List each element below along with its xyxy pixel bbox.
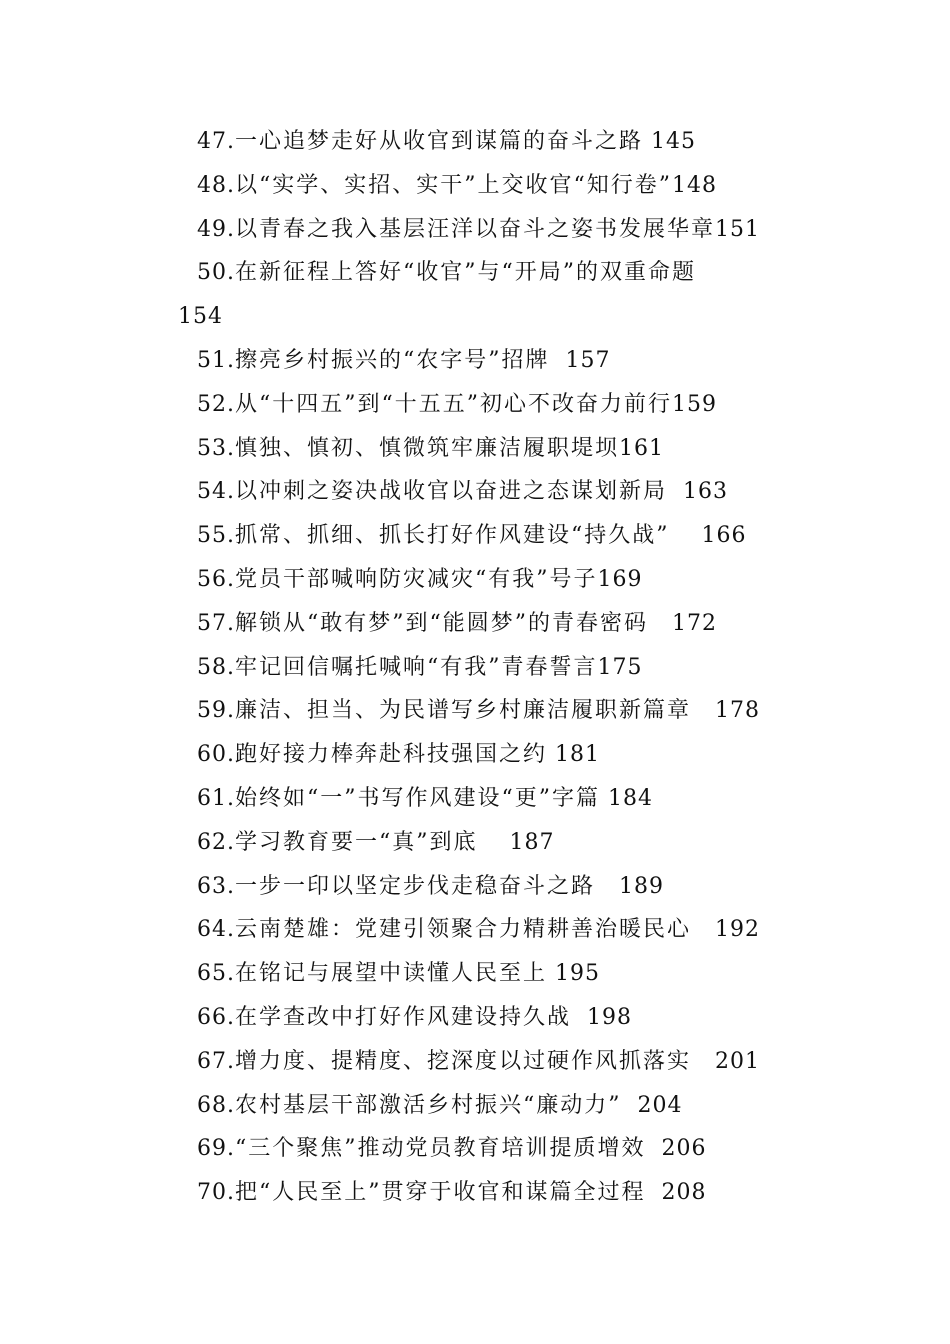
entry-page-number: 206 <box>645 1136 707 1162</box>
entry-title: 始终如“一”书写作风建设“更”字篇 <box>235 785 600 811</box>
entry-number: 61. <box>197 785 235 811</box>
entry-number: 63. <box>197 873 235 899</box>
entry-page-number: 192 <box>691 917 760 943</box>
toc-entry <box>178 470 818 514</box>
entry-title: 党员干部喊响防灾减灾“有我”号子 <box>235 566 598 592</box>
entry-number: 51. <box>197 347 235 373</box>
entry-title: 廉洁、担当、为民谱写乡村廉洁履职新篇章 <box>235 698 692 724</box>
entry-page-number: 184 <box>600 785 653 811</box>
entry-title: 在学查改中打好作风建设持久战 <box>235 1004 572 1030</box>
entry-page-number: 151 <box>715 216 761 242</box>
toc-entry <box>178 251 818 295</box>
toc-entry <box>178 1084 818 1128</box>
entry-page-number: 175 <box>597 654 643 680</box>
entry-title: 学习教育要一“真”到底 <box>235 829 478 855</box>
entry-number: 70. <box>197 1180 235 1206</box>
entry-page-number: 145 <box>643 129 696 154</box>
entry-page-number: 154 <box>178 304 223 330</box>
entry-page-number: 181 <box>547 742 600 768</box>
entry-number: 49. <box>197 216 235 242</box>
entry-number: 58. <box>197 654 235 680</box>
entry-page-number: 198 <box>571 1004 632 1030</box>
entry-title: 以青春之我入基层汪洋以奋斗之姿书发展华章 <box>235 216 716 242</box>
entry-title: 一心追梦走好从收官到谋篇的奋斗之路 <box>235 129 644 154</box>
toc-entry-continuation <box>178 295 818 339</box>
toc-entry <box>178 164 818 208</box>
entry-number: 69. <box>197 1136 235 1162</box>
entry-number: 64. <box>197 917 235 943</box>
toc-entry <box>178 602 818 646</box>
entry-number: 54. <box>197 479 235 505</box>
entry-number: 67. <box>197 1048 235 1074</box>
entry-title: 慎独、慎初、慎微筑牢廉洁履职堤坝 <box>235 435 620 461</box>
entry-title: 以“实学、实招、实干”上交收官“知行卷” <box>235 172 672 198</box>
entry-number: 47. <box>197 129 235 154</box>
entry-number: 53. <box>197 435 235 461</box>
entry-page-number: 166 <box>669 523 747 549</box>
toc-entry <box>178 865 818 909</box>
toc-entry <box>178 646 818 690</box>
entry-page-number: 187 <box>477 829 555 855</box>
toc-entry <box>178 777 818 821</box>
entry-number: 62. <box>197 829 235 855</box>
entry-page-number: 172 <box>648 610 717 636</box>
entry-number: 56. <box>197 566 235 592</box>
entry-page-number: 189 <box>595 873 664 899</box>
entry-page-number: 208 <box>645 1180 707 1206</box>
entry-number: 52. <box>197 391 235 417</box>
entry-title: 农村基层干部激活乡村振兴“廉动力” <box>235 1092 622 1118</box>
entry-number: 55. <box>197 523 235 549</box>
entry-number: 68. <box>197 1092 235 1118</box>
toc-entry <box>178 120 818 164</box>
entry-title: 云南楚雄：党建引领聚合力精耕善治暖民心 <box>235 917 692 943</box>
entry-page-number: 195 <box>547 961 600 987</box>
toc-entry <box>178 689 818 733</box>
entry-number: 48. <box>197 172 235 198</box>
entry-title: 从“十四五”到“十五五”初心不改奋力前行 <box>235 391 672 417</box>
toc-entry <box>178 558 818 602</box>
entry-number: 59. <box>197 698 235 724</box>
entry-title: 牢记回信嘱托喊响“有我”青春誓言 <box>235 654 598 680</box>
entry-page-number: 178 <box>691 698 760 724</box>
toc-entry <box>178 1127 818 1171</box>
entry-number: 66. <box>197 1004 235 1030</box>
toc-entry <box>178 514 818 558</box>
entry-number: 65. <box>197 961 235 987</box>
toc-entry <box>178 208 818 252</box>
toc-entry <box>178 996 818 1040</box>
toc-entry <box>178 383 818 427</box>
entry-title: 以冲刺之姿决战收官以奋进之态谋划新局 <box>235 479 668 505</box>
entry-page-number: 148 <box>672 172 717 198</box>
entry-page-number: 204 <box>621 1092 683 1118</box>
entry-title: 增力度、提精度、挖深度以过硬作风抓落实 <box>235 1048 692 1074</box>
entry-page-number: 169 <box>597 566 643 592</box>
toc-entry <box>178 1040 818 1084</box>
entry-title: 擦亮乡村振兴的“农字号”招牌 <box>235 347 550 373</box>
toc-entry <box>178 821 818 865</box>
table-of-contents <box>178 120 818 1215</box>
entry-title: 一步一印以坚定步伐走稳奋斗之路 <box>235 873 596 899</box>
toc-entry <box>178 427 818 471</box>
toc-entry <box>178 733 818 777</box>
entry-title: 解锁从“敢有梦”到“能圆梦”的青春密码 <box>235 610 648 636</box>
entry-page-number: 157 <box>549 347 611 373</box>
entry-title: 在铭记与展望中读懂人民至上 <box>235 961 548 987</box>
entry-title: 在新征程上答好“收官”与“开局”的双重命题 <box>235 260 696 286</box>
entry-page-number: 201 <box>691 1048 760 1074</box>
entry-page-number: 163 <box>667 479 728 505</box>
entry-title: 抓常、抓细、抓长打好作风建设“持久战” <box>235 523 670 549</box>
toc-entry <box>178 952 818 996</box>
entry-number: 57. <box>197 610 235 636</box>
entry-number: 60. <box>197 742 235 768</box>
entry-title: 把“人民至上”贯穿于收官和谋篇全过程 <box>235 1180 646 1206</box>
entry-page-number: 159 <box>672 391 717 417</box>
entry-title: 跑好接力棒奔赴科技强国之约 <box>235 742 548 768</box>
entry-number: 50. <box>197 260 235 286</box>
toc-entry <box>178 908 818 952</box>
toc-entry <box>178 339 818 383</box>
entry-title: “三个聚焦”推动党员教育培训提质增效 <box>235 1136 646 1162</box>
entry-page-number: 161 <box>619 435 665 461</box>
toc-entry <box>178 1171 818 1215</box>
